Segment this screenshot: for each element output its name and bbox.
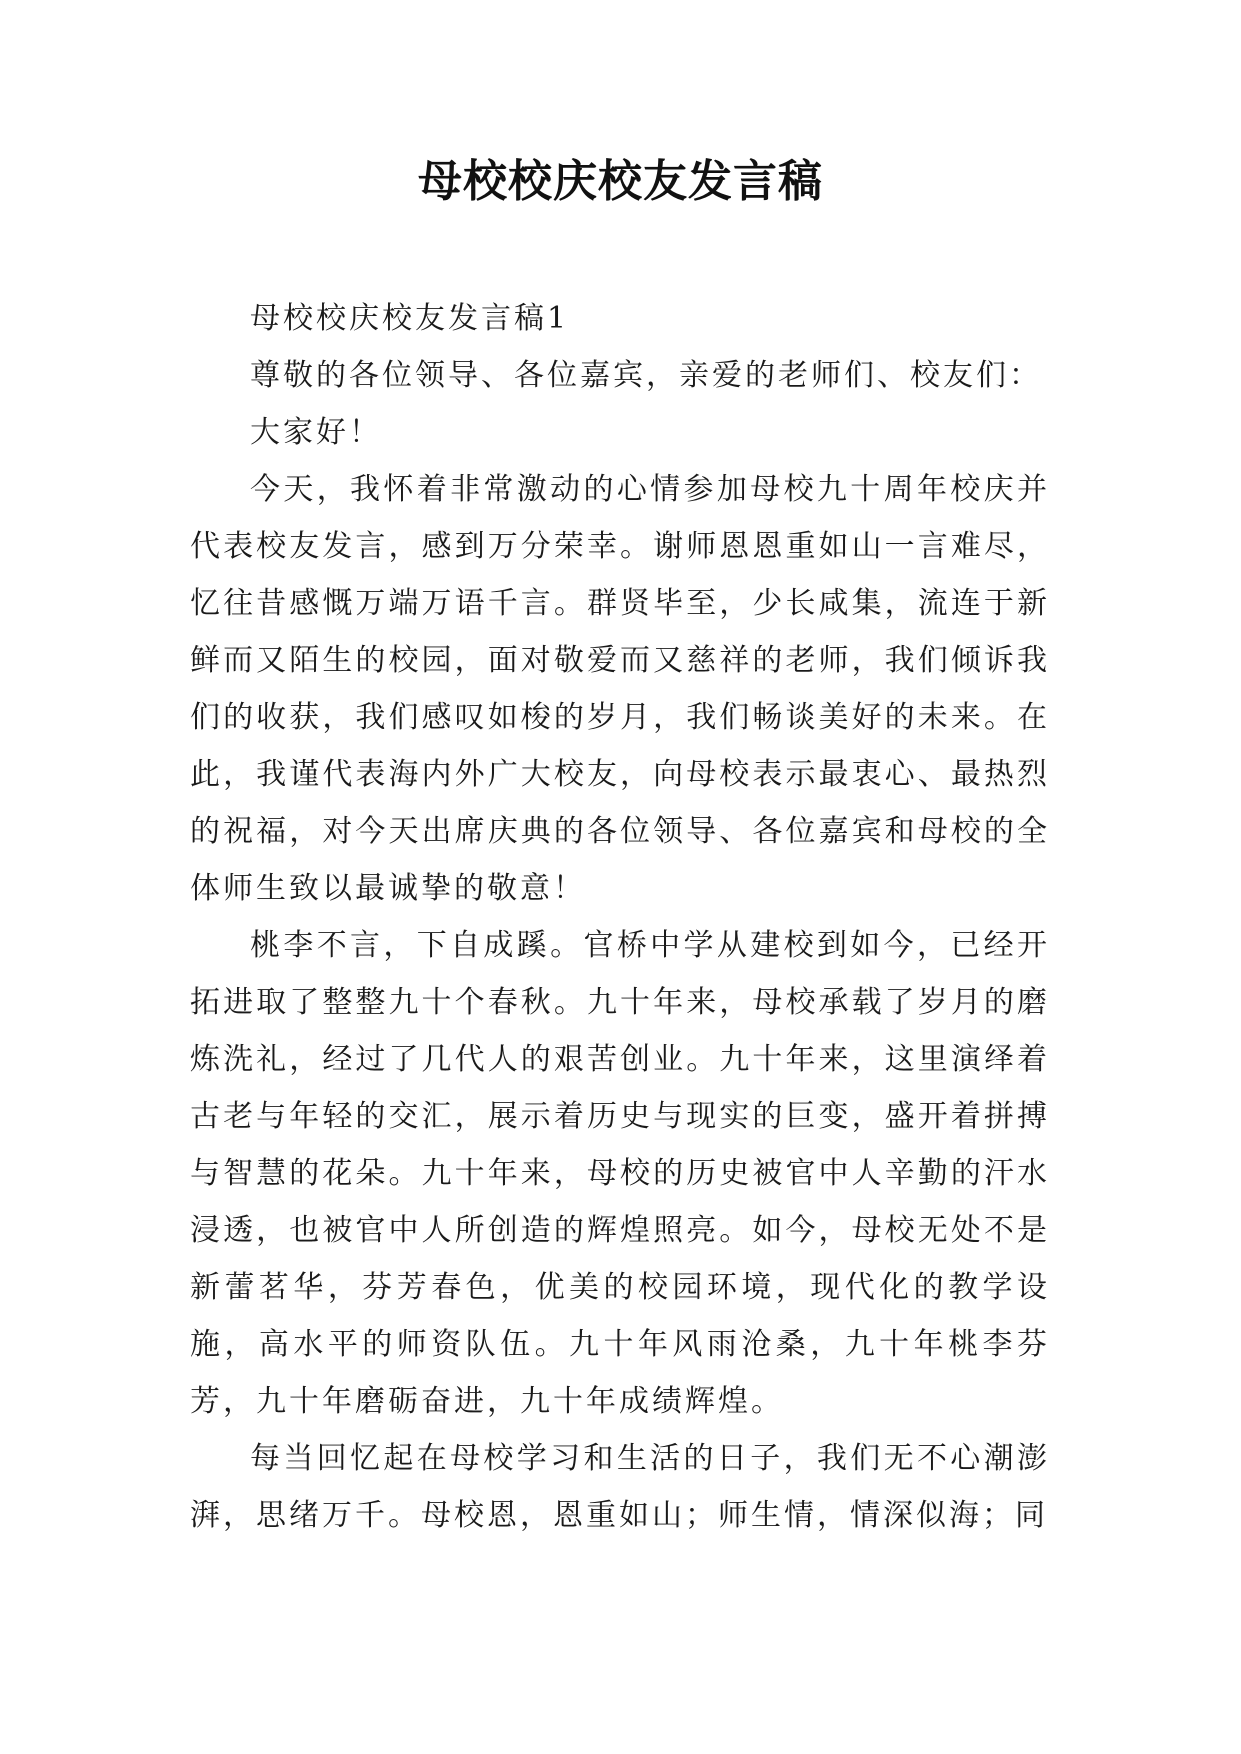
paragraph-memories: 每当回忆起在母校学习和生活的日子，我们无不心潮澎湃，思绪万千。母校恩，恩重如山；师生情，情深似海；同 [190, 1441, 1050, 1533]
paragraph-salutation: 尊敬的各位领导、各位嘉宾，亲爱的老师们、校友们： [250, 358, 1042, 393]
paragraph-heading: 母校校庆校友发言稿1 [250, 301, 570, 336]
document-body [190, 290, 1050, 1544]
document-title: 母校校庆校友发言稿 [418, 156, 823, 207]
paragraph-opening: 今天，我怀着非常激动的心情参加母校九十周年校庆并代表校友发言，感到万分荣幸。谢师恩恩重如山一言难尽，忆往昔感慨万端万语千言。群贤毕至，少长咸集，流连于新鲜而又陌生的校园，面对敬爱而又慈祥的老师，我们倾诉我们的收获，我们感叹如梭的岁月，我们畅谈美好的未来。在此，我谨代表海内外广大校友，向母校表示最衷心、最热烈的祝福，对今天出席庆典的各位领导、各位嘉宾和母校的全体师生致以最诚挚的敬意！ [190, 472, 1050, 906]
paragraph-history: 桃李不言，下自成蹊。官桥中学从建校到如今，已经开拓进取了整整九十个春秋。九十年来，母校承载了岁月的磨炼洗礼，经过了几代人的艰苦创业。九十年来，这里演绎着古老与年轻的交汇，展示着历史与现实的巨变，盛开着拼搏与智慧的花朵。九十年来，母校的历史被官中人辛勤的汗水浸透，也被官中人所创造的辉煌照亮。如今，母校无处不是新蕾茗华，芬芳春色，优美的校园环境，现代化的教学设施，高水平的师资队伍。九十年风雨沧桑，九十年桃李芬芳，九十年磨砺奋进，九十年成绩辉煌。 [190, 928, 1050, 1419]
paragraph-greeting: 大家好！ [250, 415, 382, 450]
